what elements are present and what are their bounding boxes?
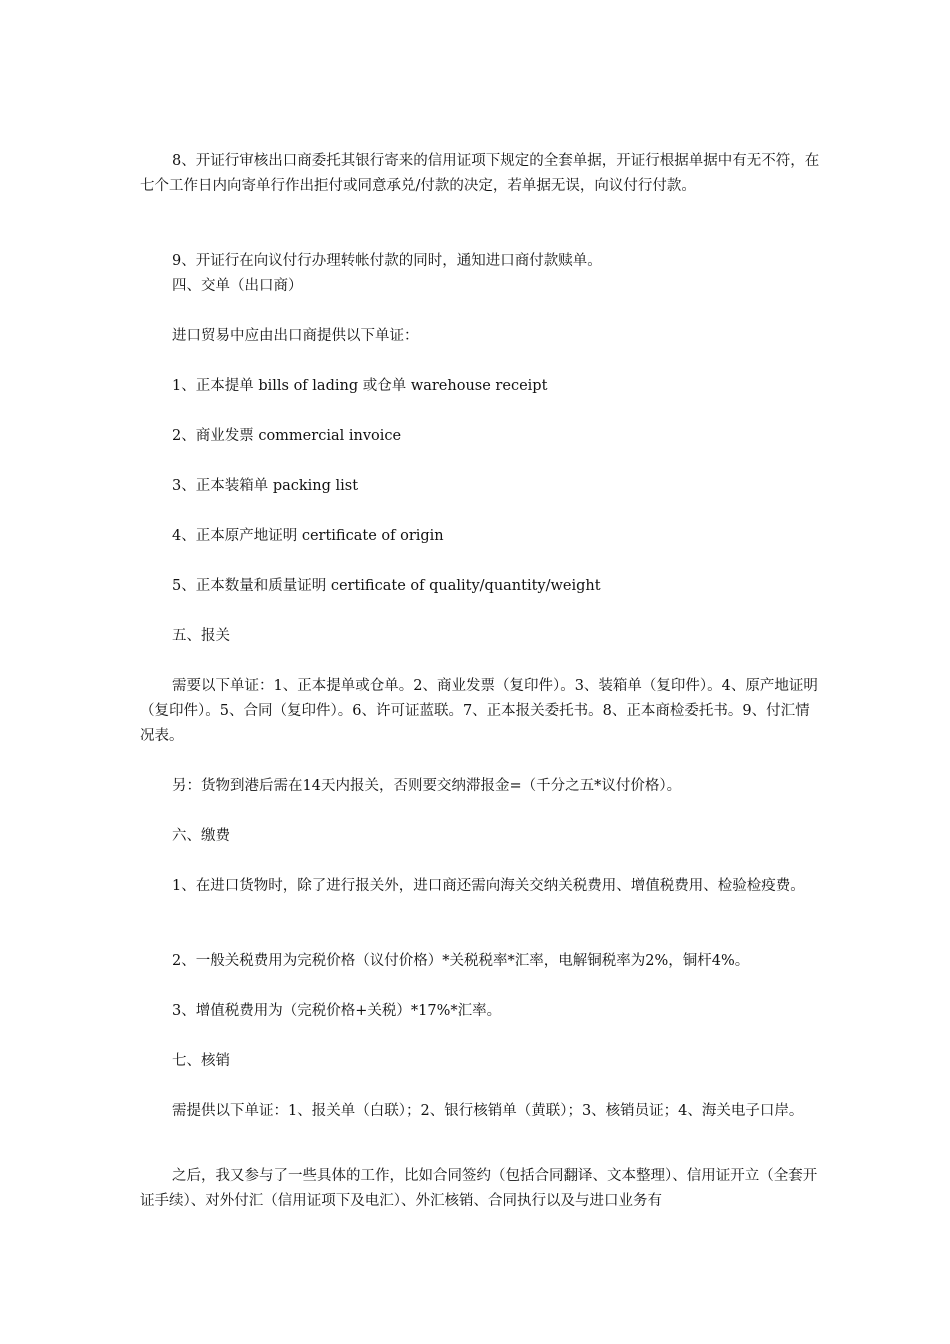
paragraph-required-documents-intro: 进口贸易中应由出口商提供以下单证： — [172, 328, 419, 344]
paragraph-verification-documents: 需提供以下单证：1、报关单（白联）；2、银行核销单（黄联）；3、核销员证；4、海关电子口岸。 — [172, 1103, 804, 1119]
paragraph-issuing-bank-review: 8、开证行审核出口商委托其银行寄来的信用证项下规定的全套单据，开证行根据单据中有无不符，在七个工作日内向寄单行作出拒付或同意承兑/付款的决定，若单据无误，向议付行付款。 — [140, 153, 820, 194]
heading-verification: 七、核销 — [172, 1053, 230, 1069]
list-item-certificate-of-origin: 4、正本原产地证明 certificate of origin — [172, 528, 444, 544]
list-item-commercial-invoice: 2、商业发票 commercial invoice — [172, 428, 402, 444]
list-item-packing-list: 3、正本装箱单 packing list — [172, 478, 359, 494]
paragraph-tariff-calculation: 2、一般关税费用为完税价格（议付价格）*关税税率*汇率，电解铜税率为2%，铜杆4%。 — [172, 953, 750, 969]
paragraph-work-experience: 之后，我又参与了一些具体的工作，比如合同签约（包括合同翻译、文本整理）、信用证开立（全套开证手续）、对外付汇（信用证项下及电汇）、外汇核销、合同执行以及与进口业务有 — [140, 1168, 818, 1209]
paragraph-vat-calculation: 3、增值税费用为（完税价格+关税）*17%*汇率。 — [172, 1003, 502, 1019]
list-item-bill-of-lading: 1、正本提单 bills of lading 或仓单 warehouse receipt — [172, 378, 548, 394]
paragraph-customs-documents: 需要以下单证：1、正本提单或仓单。2、商业发票（复印件）。3、装箱单（复印件）。4、原产地证明（复印件）。5、合同（复印件）。6、许可证蓝联。7、正本报关委托书。8、正本商检委托书。9、付汇情况表。 — [140, 678, 818, 744]
paragraph-late-declaration-fee: 另：货物到港后需在14天内报关，否则要交纳滞报金=（千分之五*议付价格）。 — [172, 778, 682, 794]
heading-payment-of-fees: 六、缴费 — [172, 828, 230, 844]
list-item-certificate-of-quality: 5、正本数量和质量证明 certificate of quality/quantity/weight — [172, 578, 601, 594]
paragraph-import-fees: 1、在进口货物时，除了进行报关外，进口商还需向海关交纳关税费用、增值税费用、检验检疫费。 — [172, 878, 805, 894]
heading-document-submission: 四、交单（出口商） — [172, 278, 303, 294]
paragraph-transfer-payment: 9、开证行在向议付行办理转帐付款的同时，通知进口商付款赎单。 — [172, 253, 602, 269]
heading-customs-declaration: 五、报关 — [172, 628, 230, 644]
